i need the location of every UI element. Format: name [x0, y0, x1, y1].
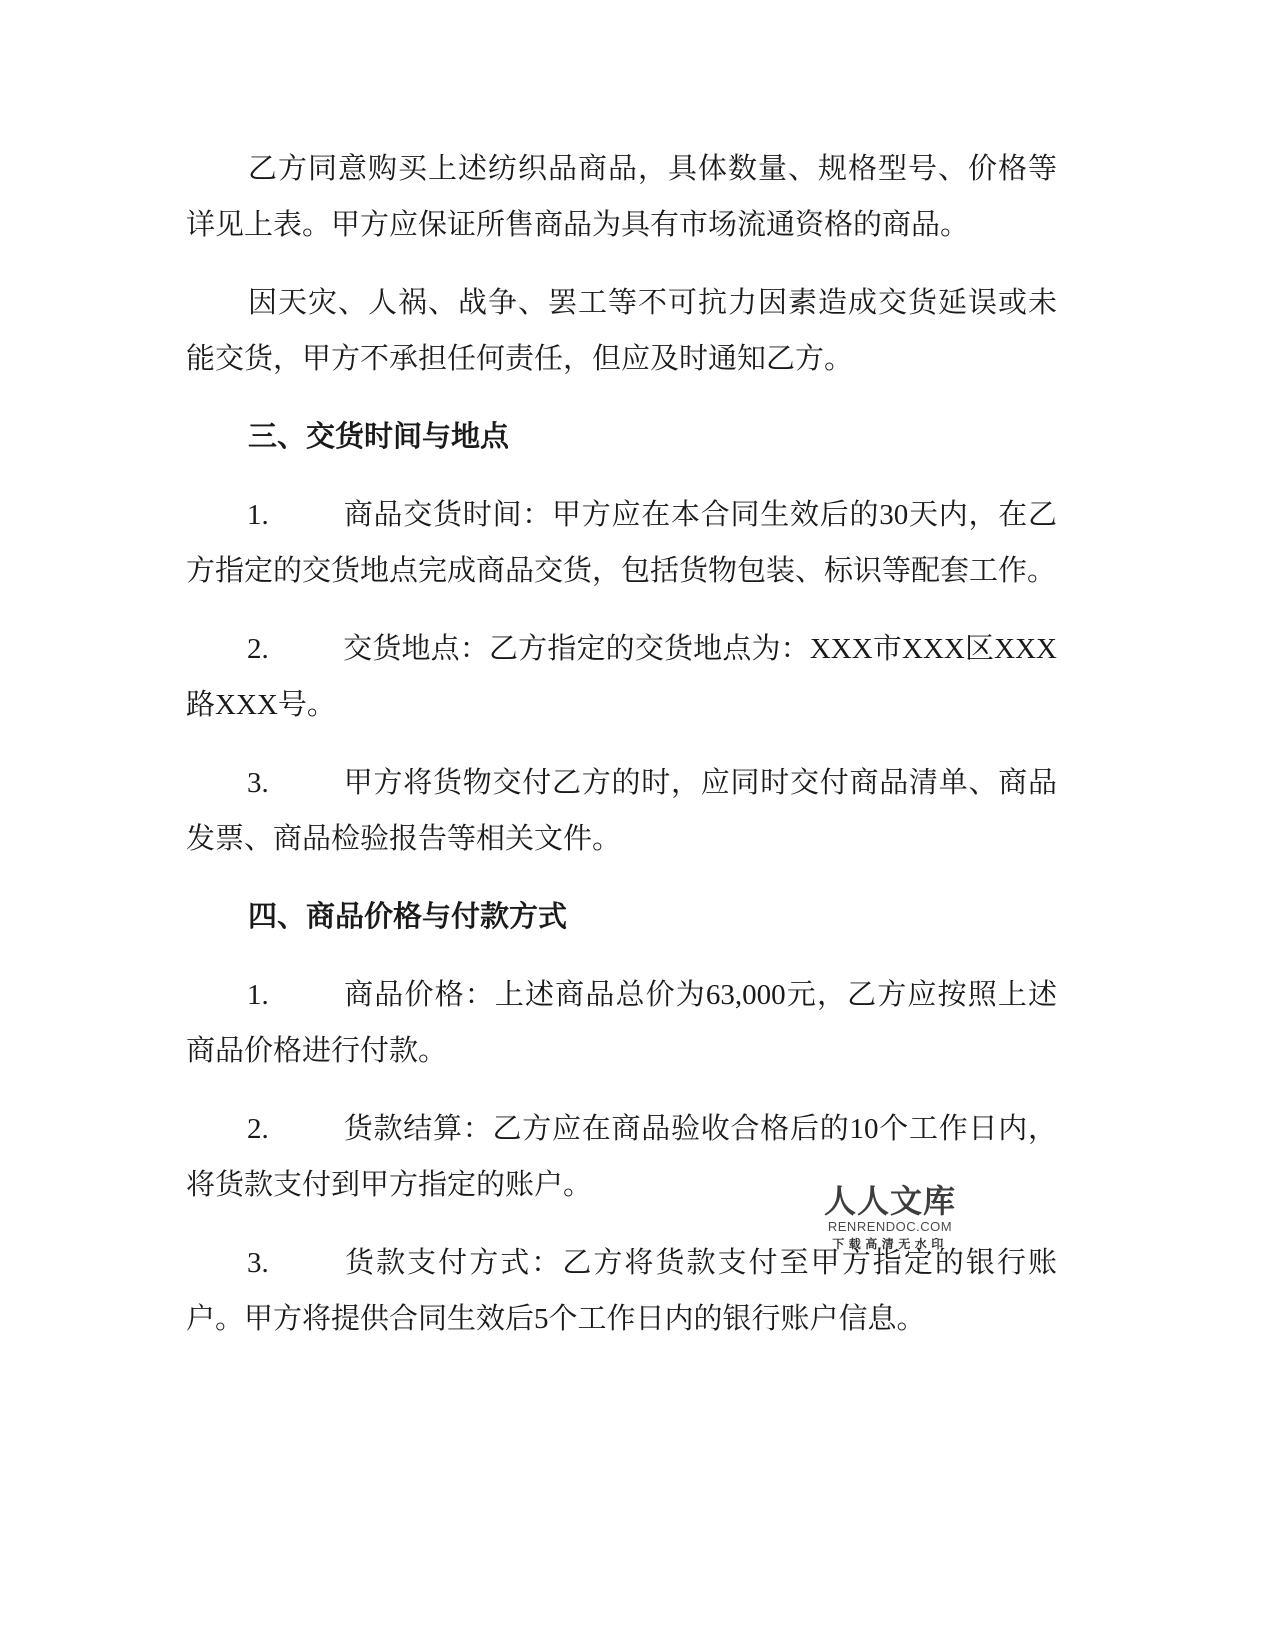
- item-number: 1.: [247, 499, 269, 531]
- watermark-brand-logo: 人人文库: [823, 1183, 956, 1219]
- numbered-item-delivery-place: [186, 621, 1057, 733]
- item-number: 2.: [247, 633, 269, 665]
- numbered-item-commodity-price: [186, 967, 1057, 1079]
- watermark-domain: RENRENDOC.COM: [827, 1219, 953, 1234]
- item-number: 3.: [247, 1247, 269, 1279]
- item-text: 交货地点：乙方指定的交货地点为：XXX市XXX区XXX路XXX号。: [186, 633, 1057, 721]
- numbered-item-delivery-documents: [186, 755, 1057, 867]
- item-text: 甲方将货物交付乙方的时，应同时交付商品清单、商品发票、商品检验报告等相关文件。: [186, 767, 1057, 855]
- item-text: 货款支付方式：乙方将货款支付至甲方指定的银行账户。甲方将提供合同生效后5个工作日内的银行账户信息。: [186, 1247, 1057, 1335]
- item-number: 2.: [247, 1113, 269, 1145]
- renrendoc-watermark: [821, 1184, 959, 1251]
- item-text: 商品交货时间：甲方应在本合同生效后的30天内，在乙方指定的交货地点完成商品交货，包括货物包装、标识等配套工作。: [186, 499, 1057, 587]
- paragraph-purchase-agreement: 乙方同意购买上述纺织品商品，具体数量、规格型号、价格等详见上表。甲方应保证所售商品为具有市场流通资格的商品。: [186, 153, 1057, 241]
- item-text: 货款结算：乙方应在商品验收合格后的10个工作日内，将货款支付到甲方指定的账户。: [186, 1113, 1057, 1201]
- item-text: 商品价格：上述商品总价为63,000元，乙方应按照上述商品价格进行付款。: [186, 979, 1057, 1067]
- numbered-item-delivery-time: [186, 487, 1057, 599]
- numbered-item-payment-method: [186, 1235, 1057, 1347]
- item-number: 3.: [247, 767, 269, 799]
- watermark-tagline: 下载高清无水印: [832, 1237, 948, 1251]
- section-heading-delivery-time-place: 三、交货时间与地点: [248, 421, 510, 453]
- section-heading-price-payment: 四、商品价格与付款方式: [248, 901, 568, 933]
- paragraph-force-majeure: 因天灾、人祸、战争、罢工等不可抗力因素造成交货延误或未能交货，甲方不承担任何责任，但应及时通知乙方。: [186, 287, 1057, 375]
- item-number: 1.: [247, 979, 269, 1011]
